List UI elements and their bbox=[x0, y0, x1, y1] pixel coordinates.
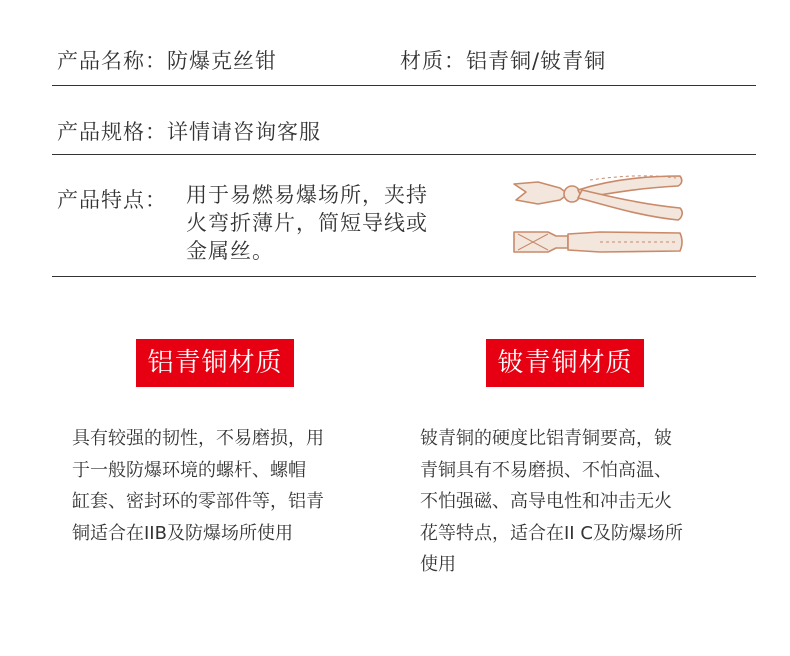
aluminum-bronze-description bbox=[72, 423, 392, 549]
description-line: 缸套、密封环的零部件等，铝青 bbox=[72, 491, 324, 512]
features-line: 用于易燃易爆场所，夹持 bbox=[186, 183, 428, 207]
description-line: 具有较强的韧性，不易磨损，用 bbox=[72, 428, 324, 449]
material-label: 材质： bbox=[400, 49, 466, 73]
divider bbox=[52, 85, 756, 86]
aluminum-bronze-badge: 铝青铜材质 bbox=[136, 339, 294, 387]
spec-row bbox=[57, 116, 321, 146]
product-name-label: 产品名称： bbox=[57, 49, 167, 73]
material-value: 铝青铜/铍青铜 bbox=[466, 49, 607, 73]
product-name-row bbox=[57, 45, 277, 75]
features-line: 火弯折薄片，简短导线或 bbox=[186, 211, 428, 235]
description-line: 使用 bbox=[420, 554, 456, 575]
material-row bbox=[400, 45, 606, 75]
beryllium-bronze-description bbox=[420, 423, 750, 581]
product-name-value: 防爆克丝钳 bbox=[167, 49, 277, 73]
description-line: 于一般防爆环境的螺杆、螺帽 bbox=[72, 459, 306, 481]
features-label: 产品特点： bbox=[57, 188, 167, 212]
description-line: 不怕强磁、高导电性和冲击无火 bbox=[420, 491, 672, 512]
description-line: 铍青铜的硬度比铝青铜要高，铍 bbox=[420, 428, 672, 449]
spec-value: 详情请咨询客服 bbox=[167, 120, 321, 144]
beryllium-bronze-badge: 铍青铜材质 bbox=[486, 339, 644, 387]
pliers-illustration bbox=[508, 170, 684, 266]
spec-label: 产品规格： bbox=[57, 120, 167, 144]
divider bbox=[52, 276, 756, 277]
description-line: 花等特点，适合在II C及防爆场所 bbox=[420, 522, 683, 544]
description-line: 铜适合在IIB及防爆场所使用 bbox=[72, 522, 293, 544]
features-text bbox=[186, 181, 486, 265]
features-line: 金属丝。 bbox=[186, 239, 274, 263]
description-line: 青铜具有不易磨损、不怕高温、 bbox=[420, 459, 672, 481]
divider bbox=[52, 154, 756, 155]
